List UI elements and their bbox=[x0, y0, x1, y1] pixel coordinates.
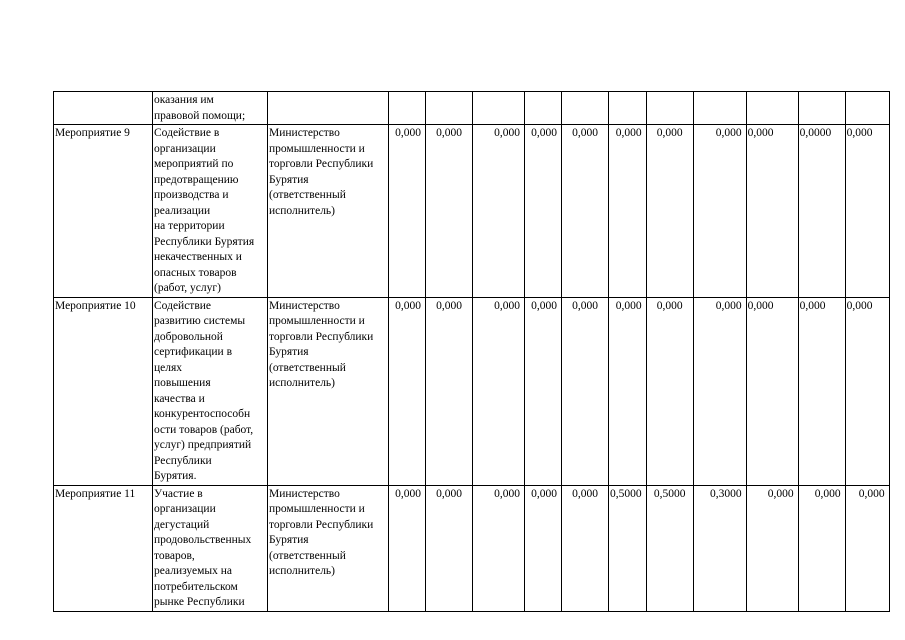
value-cell: 0,0000 bbox=[798, 125, 845, 298]
value-cell: 0,000 bbox=[562, 125, 609, 298]
activity-name-cell: Мероприятие 10 bbox=[54, 297, 153, 485]
value-cell: 0,000 bbox=[609, 297, 647, 485]
executor-cell: Министерство промышленности и торговли Республики Бурятия (ответственный исполнитель) bbox=[268, 485, 389, 611]
value-cell: 0,000 bbox=[473, 125, 525, 298]
value-cell: 0,000 bbox=[562, 297, 609, 485]
value-cell: 0,000 bbox=[798, 297, 845, 485]
value-cell: 0,5000 bbox=[609, 485, 647, 611]
executor-cell: Министерство промышленности и торговли Республики Бурятия (ответственный исполнитель) bbox=[268, 125, 389, 298]
value-cell bbox=[693, 92, 746, 125]
value-cell: 0,5000 bbox=[646, 485, 693, 611]
program-activities-table bbox=[53, 91, 890, 612]
value-cell: 0,000 bbox=[525, 125, 562, 298]
value-cell bbox=[746, 92, 798, 125]
activity-description-cell: оказания им правовой помощи; bbox=[153, 92, 268, 125]
value-cell: 0,000 bbox=[746, 485, 798, 611]
value-cell bbox=[845, 92, 889, 125]
value-cell: 0,000 bbox=[646, 297, 693, 485]
value-cell bbox=[646, 92, 693, 125]
value-cell: 0,000 bbox=[562, 485, 609, 611]
value-cell: 0,000 bbox=[426, 485, 473, 611]
value-cell: 0,000 bbox=[845, 297, 889, 485]
value-cell: 0,000 bbox=[693, 297, 746, 485]
value-cell bbox=[562, 92, 609, 125]
value-cell bbox=[798, 92, 845, 125]
executor-cell bbox=[268, 92, 389, 125]
value-cell: 0,000 bbox=[426, 297, 473, 485]
value-cell: 0,000 bbox=[525, 297, 562, 485]
value-cell: 0,000 bbox=[746, 297, 798, 485]
value-cell: 0,000 bbox=[845, 485, 889, 611]
value-cell: 0,000 bbox=[389, 297, 426, 485]
value-cell bbox=[609, 92, 647, 125]
table-row bbox=[54, 485, 890, 611]
table-row bbox=[54, 125, 890, 298]
activity-description-cell: Участие в организации дегустаций продовольственных товаров, реализуемых на потребительском рынке Республики bbox=[153, 485, 268, 611]
activity-description-cell: Содействие в организации мероприятий по предотвращению производства и реализации на территории Республики Бурятия некачественных и опасных товаров (работ, услуг) bbox=[153, 125, 268, 298]
value-cell bbox=[426, 92, 473, 125]
value-cell: 0,000 bbox=[389, 125, 426, 298]
value-cell bbox=[389, 92, 426, 125]
value-cell: 0,000 bbox=[693, 125, 746, 298]
value-cell: 0,000 bbox=[845, 125, 889, 298]
value-cell bbox=[525, 92, 562, 125]
value-cell: 0,000 bbox=[389, 485, 426, 611]
activity-name-cell: Мероприятие 9 bbox=[54, 125, 153, 298]
value-cell: 0,000 bbox=[609, 125, 647, 298]
executor-cell: Министерство промышленности и торговли Республики Бурятия (ответственный исполнитель) bbox=[268, 297, 389, 485]
table-row bbox=[54, 92, 890, 125]
value-cell: 0,000 bbox=[473, 485, 525, 611]
activity-name-cell bbox=[54, 92, 153, 125]
activity-description-cell: Содействие развитию системы добровольной сертификации в целях повышения качества и конкурентоспособн ости товаров (работ, услуг) предприятий Республики Бурятия. bbox=[153, 297, 268, 485]
value-cell: 0,000 bbox=[646, 125, 693, 298]
value-cell: 0,3000 bbox=[693, 485, 746, 611]
table-row bbox=[54, 297, 890, 485]
value-cell: 0,000 bbox=[525, 485, 562, 611]
value-cell: 0,000 bbox=[473, 297, 525, 485]
value-cell bbox=[473, 92, 525, 125]
value-cell: 0,000 bbox=[426, 125, 473, 298]
value-cell: 0,000 bbox=[798, 485, 845, 611]
activity-name-cell: Мероприятие 11 bbox=[54, 485, 153, 611]
value-cell: 0,000 bbox=[746, 125, 798, 298]
